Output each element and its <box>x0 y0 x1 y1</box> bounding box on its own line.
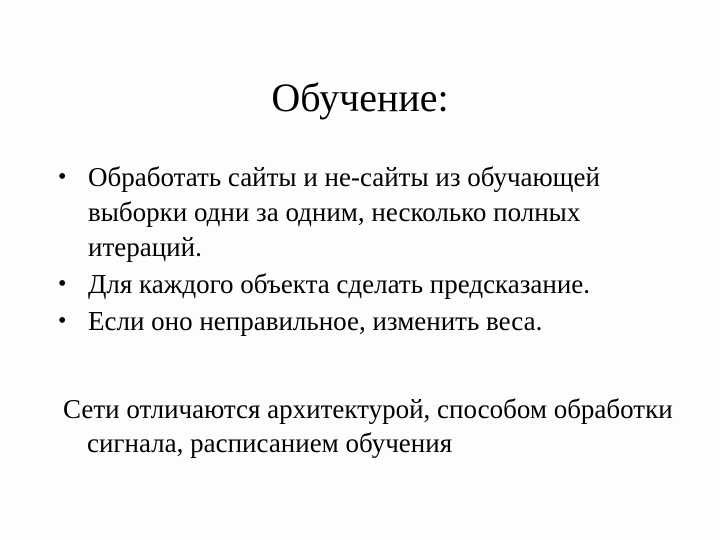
bullet-item <box>58 304 678 339</box>
bullet-marker: • <box>58 271 67 297</box>
bullet-text: Если оно неправильное, изменить веса. <box>88 306 543 336</box>
bullet-marker: • <box>58 164 67 190</box>
bullet-marker: • <box>58 308 67 334</box>
bullet-item <box>58 267 678 302</box>
slide-title: Обучение: <box>271 75 449 120</box>
bullet-text: Для каждого объекта сделать предсказание. <box>88 269 591 299</box>
bullet-list <box>58 160 678 341</box>
bullet-text: Обработать сайты и не-сайты из обучающей выборки одни за одним, несколько полных итераций. <box>88 162 600 262</box>
footer-paragraph: Сети отличаются архитектурой, способом обработки сигнала, расписанием обучения <box>63 394 673 458</box>
bullet-item <box>58 160 678 265</box>
